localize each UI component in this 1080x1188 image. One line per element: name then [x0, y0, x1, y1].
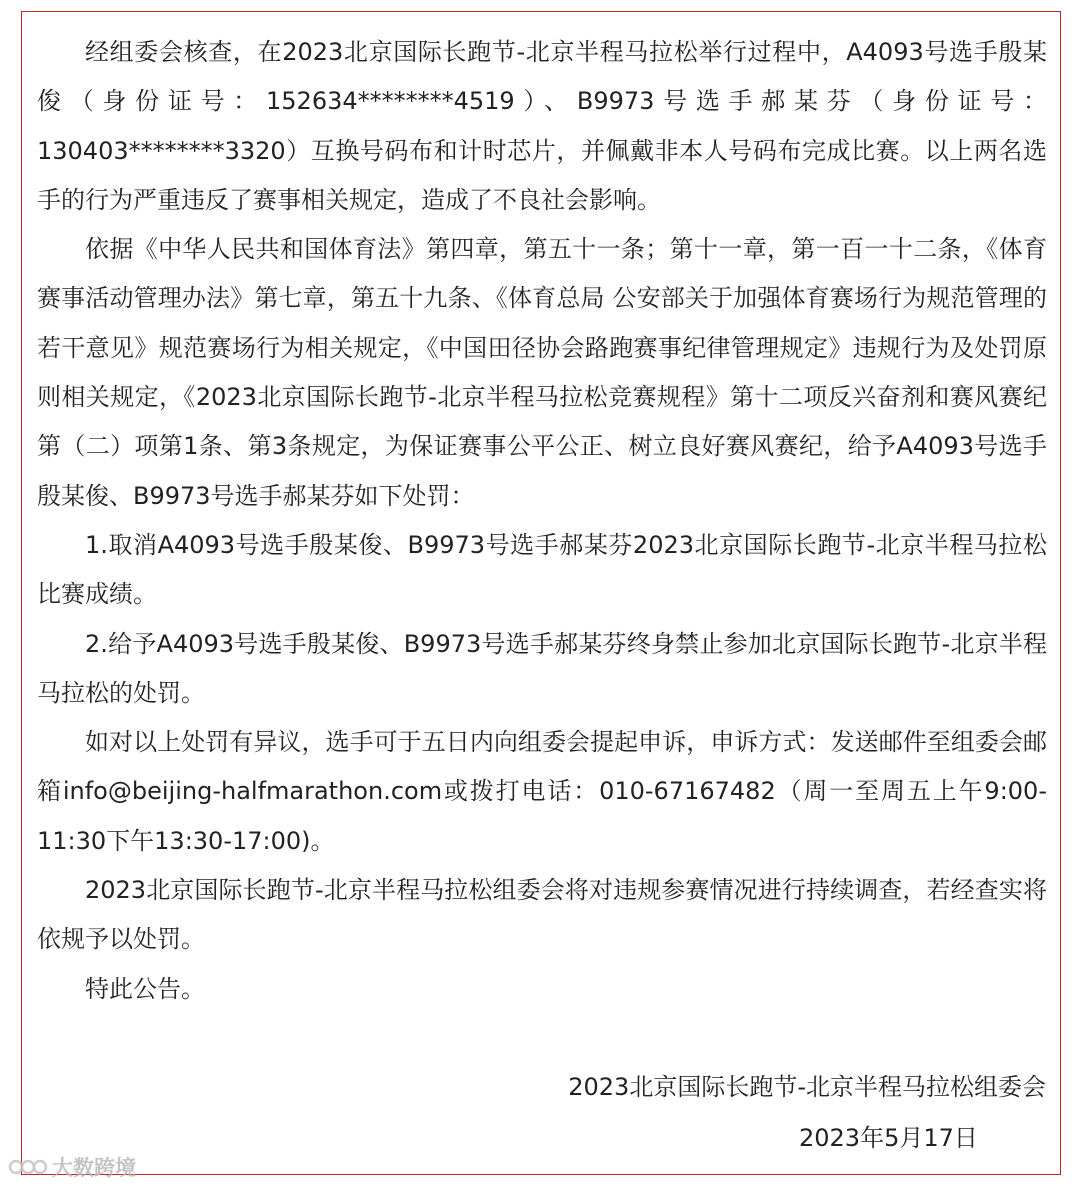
paragraph-penalty-1: 1.取消A4093号选手殷某俊、B9973号选手郝某芬2023北京国际长跑节-北京半程马拉松比赛成绩。 — [37, 530, 1047, 609]
notice-body — [37, 28, 1047, 1014]
paragraph-closing: 特此公告。 — [85, 974, 205, 1003]
paragraph-findings: 经组委会核查，在2023北京国际长跑节-北京半程马拉松举行过程中，A4093号选手殷某俊（身份证号：152634********4519）、B9973号选手郝某芬（身份证号：130403********3320）互换号码布和计时芯片，并佩戴非本人号码布完成比赛。以上两名选手的行为严重违反了赛事相关规定，造成了不良社会影响。 — [37, 38, 1047, 214]
paragraph-penalty-2: 2.给予A4093号选手殷某俊、B9973号选手郝某芬终身禁止参加北京国际长跑节-北京半程马拉松的处罚。 — [37, 629, 1047, 707]
paragraph-legal-basis: 依据《中华人民共和国体育法》第四章，第五十一条；第十一章，第一百一十二条，《体育赛事活动管理办法》第七章，第五十九条、《体育总局 公安部关于加强体育赛场行为规范管理的若干意见》规范赛场行为相关规定，《中国田径协会路跑赛事纪律管理规定》违规行为及处罚原则相关规定，《2023北京国际长跑节-北京半程马拉松竞赛规程》第十二项反兴奋剂和赛风赛纪第（二）项第1条、第3条规定，为保证赛事公平公正、树立良好赛风赛纪，给予A4093号选手殷某俊、B9973号选手郝某芬如下处罚： — [37, 235, 1047, 510]
notice-signature: 2023北京国际长跑节-北京半程马拉松组委会 — [568, 1073, 1046, 1101]
paragraph-investigation: 2023北京国际长跑节-北京半程马拉松组委会将对违规参赛情况进行持续调查，若经查实将依规予以处罚。 — [37, 876, 1047, 954]
watermark-text: 大数跨境 — [52, 1156, 136, 1180]
paragraph-appeal: 如对以上处罚有异议，选手可于五日内向组委会提起申诉，申诉方式：发送邮件至组委会邮箱info@beijing-halfmarathon.com或拨打电话：010-67167482（周一至周五上午9:00-11:30下午13:30-17:00)。 — [37, 728, 1047, 855]
dashuju-logo-icon — [8, 1155, 48, 1179]
notice-date: 2023年5月17日 — [799, 1124, 978, 1152]
watermark — [8, 1152, 136, 1182]
